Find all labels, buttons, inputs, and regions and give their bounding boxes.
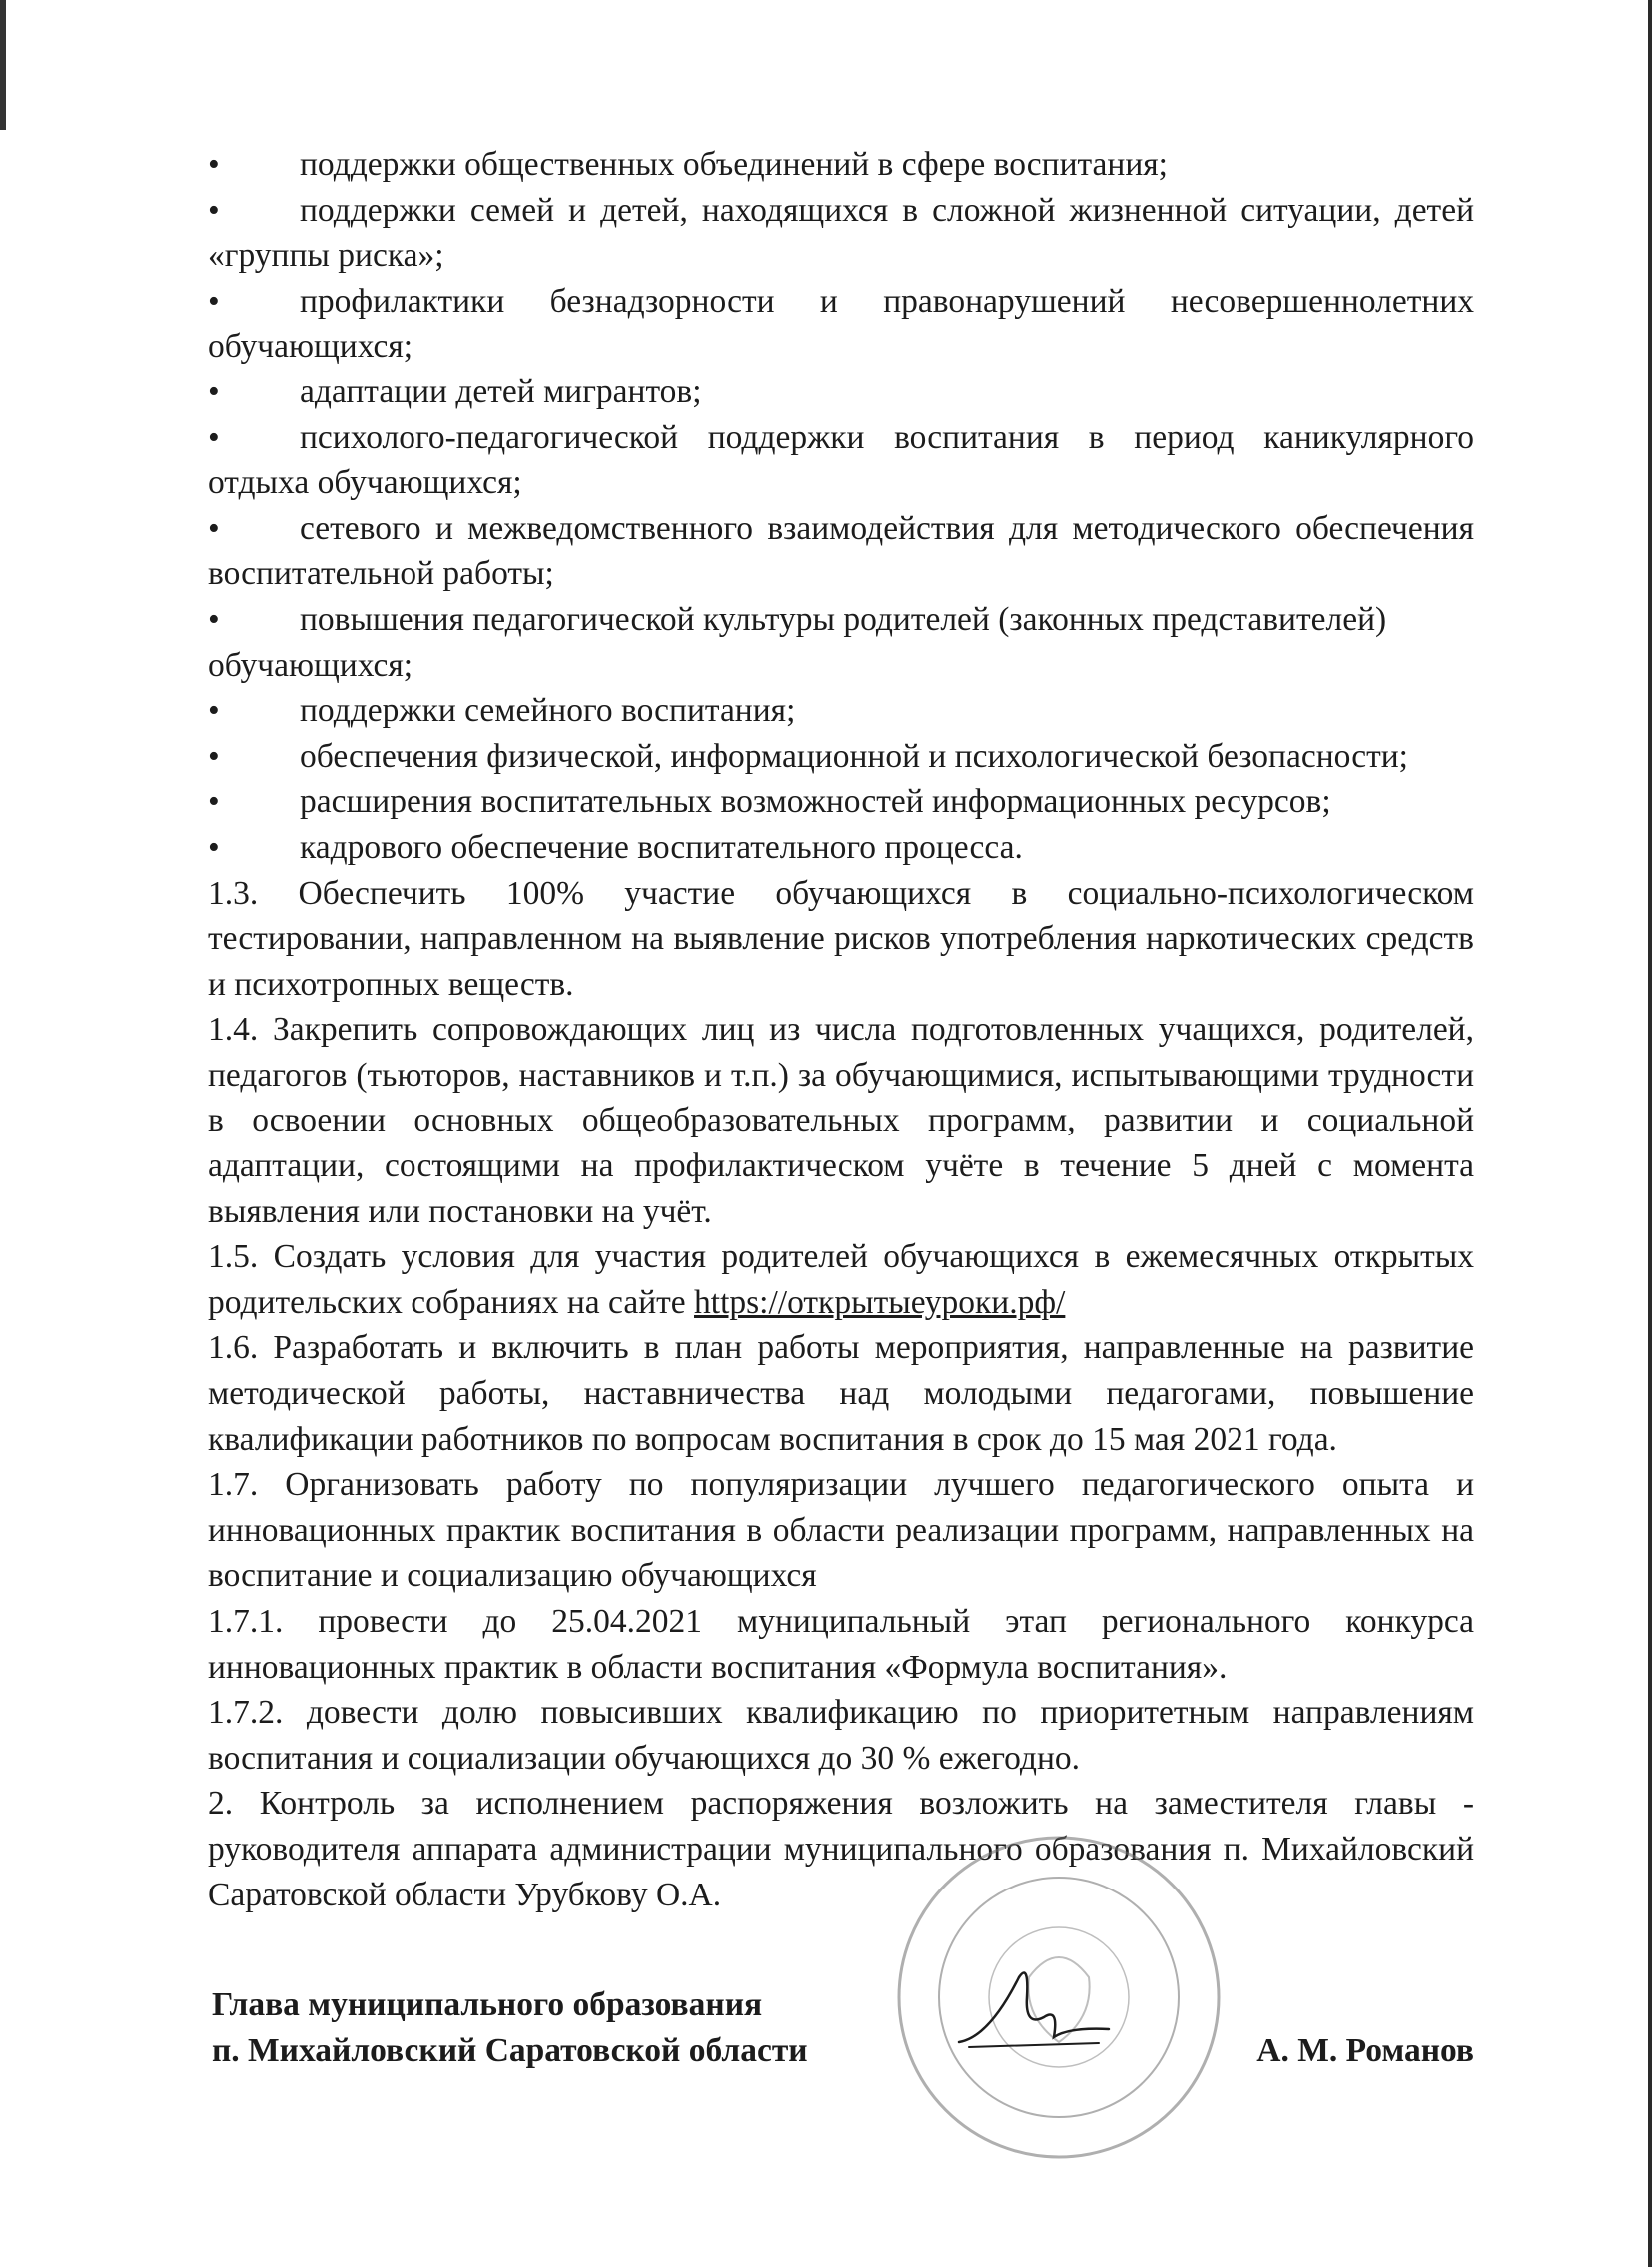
bullet-item [208, 734, 1474, 780]
bullet-item [208, 415, 1474, 506]
bullet-marker: • [208, 737, 220, 775]
bullet-item [208, 825, 1474, 871]
bullet-marker: • [208, 191, 220, 229]
signature-row [212, 2028, 1474, 2074]
scan-edge-left [0, 0, 6, 130]
bullet-item [208, 370, 1474, 415]
bullet-marker: • [208, 828, 220, 866]
open-lessons-link[interactable]: https://открытыеуроки.рф/ [694, 1283, 1066, 1321]
paragraph-1-7-1: 1.7.1. провести до 25.04.2021 муниципальный этап регионального конкурса инновационных практик в области воспитания «Формула воспитания». [208, 1603, 1474, 1686]
bullet-marker: • [208, 146, 220, 183]
bullet-text: адаптации детей мигрантов; [300, 373, 702, 410]
paragraph-2: 2. Контроль за исполнением распоряжения возложить на заместителя главы - руководителя аппарата администрации муниципального образования п. Михайловский Саратовской области Урубкову О.А. [208, 1785, 1474, 1913]
bullet-text: кадрового обеспечение воспитательного процесса. [300, 828, 1023, 866]
bullet-text: повышения педагогической культуры родителей (законных представителей) обучающихся; [208, 600, 1387, 684]
signatory-name: А. М. Романов [1256, 2032, 1474, 2069]
paragraph-1-7: 1.7. Организовать работу по популяризации лучшего педагогического опыта и инновационных практик воспитания в области реализации программ, направленных на воспитание и социализацию обучающихся [208, 1466, 1474, 1595]
bullet-text: психолого-педагогической поддержки воспитания в период каникулярного отдыха обучающихся; [208, 418, 1474, 502]
document-body [208, 142, 1474, 1917]
paragraph-1-4: 1.4. Закрепить сопровождающих лиц из числа подготовленных учащихся, родителей, педагогов (тьюторов, наставников и т.п.) за обучающимися, испытывающими трудности в освоении основных общеобразовательных программ, развитии и социальной адаптации, состоящими на профилактическом учёте в течение 5 дней с момента выявления или постановки на учёт. [208, 1011, 1474, 1230]
bullet-marker: • [208, 373, 220, 410]
paragraph-1-5-text: 1.5. Создать условия для участия родителей обучающихся в ежемесячных открытых родительских собраниях на сайте [208, 1238, 1474, 1321]
signatory-title-line2: п. Михайловский Саратовской области [212, 2032, 808, 2069]
paragraph-1-5 [208, 1234, 1474, 1325]
bullet-text: поддержки семей и детей, находящихся в сложной жизненной ситуации, детей «группы риска»; [208, 191, 1474, 275]
paragraph-1-7-2: 1.7.2. довести долю повысивших квалификацию по приоритетным направлениям воспитания и социализации обучающихся до 30 % ежегодно. [208, 1694, 1474, 1777]
bullet-item [208, 688, 1474, 734]
bullet-marker: • [208, 282, 220, 320]
bullet-marker: • [208, 783, 220, 821]
bullet-marker: • [208, 418, 220, 456]
bullet-marker: • [208, 692, 220, 730]
bullet-text: поддержки семейного воспитания; [300, 692, 796, 730]
bullet-text: профилактики безнадзорности и правонарушений несовершеннолетних обучающихся; [208, 282, 1474, 366]
bullet-item [208, 279, 1474, 370]
bullet-item [208, 506, 1474, 597]
bullet-marker: • [208, 509, 220, 547]
signatory-title-line1: Глава муниципального образования [212, 1986, 763, 2023]
bullet-text: сетевого и межведомственного взаимодействия для методического обеспечения воспитательной работы; [208, 509, 1474, 593]
bullet-marker: • [208, 600, 220, 638]
bullet-text: обеспечения физической, информационной и психологической безопасности; [300, 737, 1408, 775]
bullet-item [208, 779, 1474, 825]
paragraph-1-6: 1.6. Разработать и включить в план работы мероприятия, направленные на развитие методической работы, наставничества над молодыми педагогами, повышение квалификации работников по вопросам воспитания в срок до 15 мая 2021 года. [208, 1329, 1474, 1458]
paragraph-1-3: 1.3. Обеспечить 100% участие обучающихся в социально-психологическом тестировании, направленном на выявление рисков употребления наркотических средств и психотропных веществ. [208, 874, 1474, 1003]
bullet-item [208, 142, 1474, 188]
bullet-item [208, 188, 1474, 279]
bullet-text: расширения воспитательных возможностей информационных ресурсов; [300, 783, 1331, 821]
bullet-item [208, 597, 1474, 688]
scan-edge-right [1648, 0, 1652, 2267]
signature-block [212, 1982, 1474, 2074]
bullet-text: поддержки общественных объединений в сфере воспитания; [300, 146, 1168, 183]
